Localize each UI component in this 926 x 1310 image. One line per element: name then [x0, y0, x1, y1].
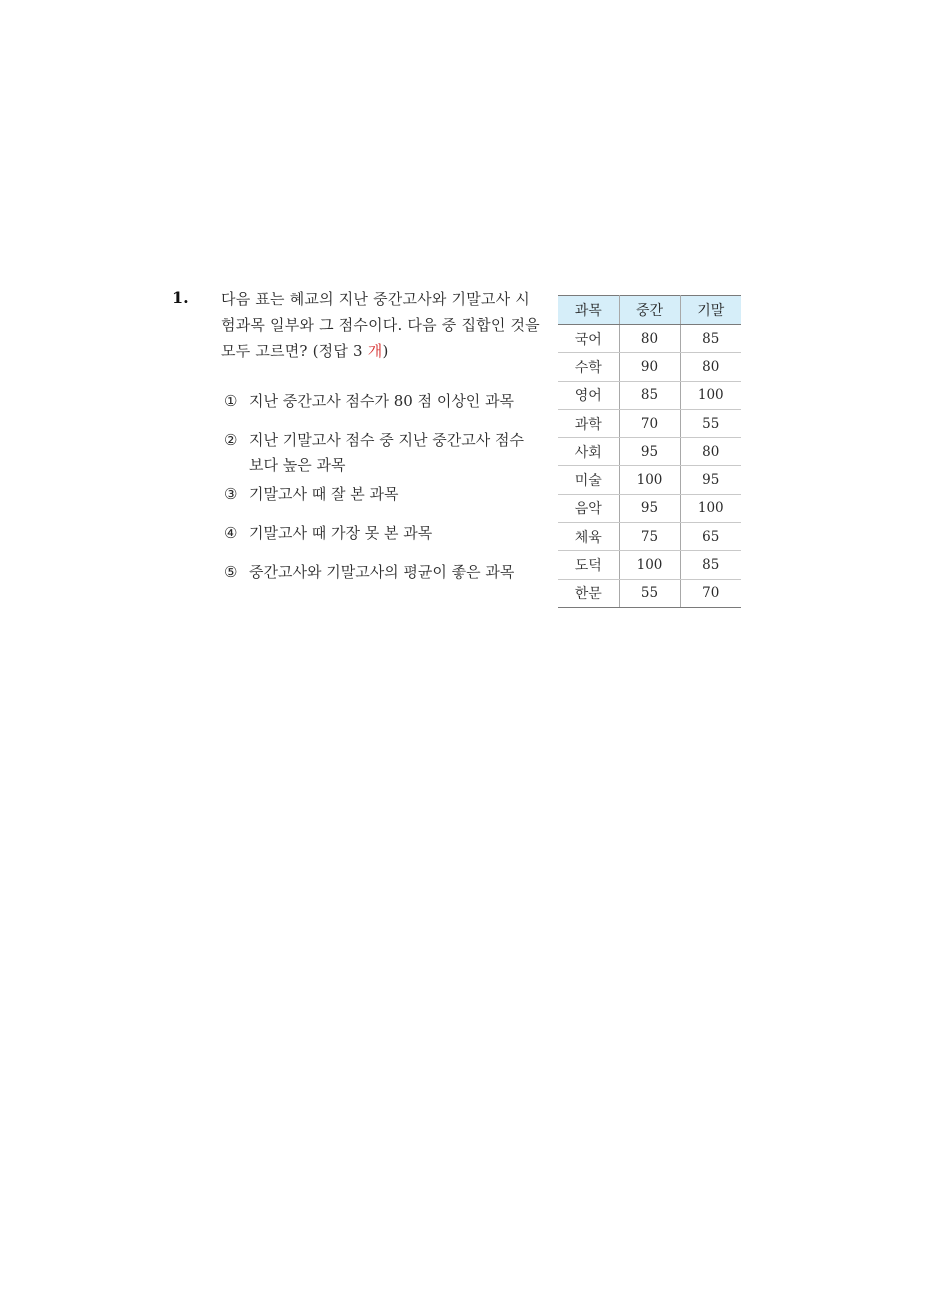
subject-cell: 영어: [558, 381, 619, 409]
score-table: [558, 295, 741, 608]
table-row: [558, 579, 741, 607]
subject-cell: 미술: [558, 466, 619, 494]
subject-cell: 수학: [558, 353, 619, 381]
question-text-end: ): [382, 342, 389, 360]
final-score: 100: [680, 494, 741, 522]
midterm-score: 70: [619, 409, 680, 437]
final-score: 100: [680, 381, 741, 409]
final-score: 55: [680, 409, 741, 437]
final-score: 85: [680, 325, 741, 353]
choice-2-mark: ②: [224, 431, 238, 449]
problem-number: 1.: [172, 288, 189, 307]
table-header-row: [558, 296, 741, 325]
table-row: [558, 523, 741, 551]
table-row: [558, 353, 741, 381]
choice-1-mark: ①: [224, 392, 238, 410]
choice-1[interactable]: [224, 389, 544, 414]
final-score: 80: [680, 353, 741, 381]
midterm-score: 100: [619, 551, 680, 579]
subject-cell: 도덕: [558, 551, 619, 579]
table-row: [558, 381, 741, 409]
choice-4[interactable]: [224, 521, 544, 546]
midterm-score: 100: [619, 466, 680, 494]
midterm-score: 55: [619, 579, 680, 607]
choice-5-text: 중간고사와 기말고사의 평균이 좋은 과목: [249, 563, 515, 581]
choice-4-mark: ④: [224, 524, 238, 542]
choice-3[interactable]: [224, 482, 544, 507]
midterm-score: 90: [619, 353, 680, 381]
choice-1-text: 지난 중간고사 점수가 80 점 이상인 과목: [249, 392, 515, 410]
midterm-score: 85: [619, 381, 680, 409]
choice-5-mark: ⑤: [224, 563, 238, 581]
choice-2[interactable]: [224, 428, 544, 478]
table-row: [558, 409, 741, 437]
choice-5[interactable]: [224, 560, 544, 585]
table-row: [558, 466, 741, 494]
header-subject: 과목: [558, 296, 619, 325]
subject-cell: 음악: [558, 494, 619, 522]
midterm-score: 80: [619, 325, 680, 353]
subject-cell: 국어: [558, 325, 619, 353]
table-row: [558, 551, 741, 579]
midterm-score: 95: [619, 438, 680, 466]
header-final: 기말: [680, 296, 741, 325]
midterm-score: 95: [619, 494, 680, 522]
table-row: [558, 325, 741, 353]
choice-4-text: 기말고사 때 가장 못 본 과목: [249, 524, 433, 542]
choice-3-text: 기말고사 때 잘 본 과목: [249, 485, 399, 503]
question-text: [221, 286, 543, 364]
subject-cell: 과학: [558, 409, 619, 437]
question-text-main: 다음 표는 혜교의 지난 중간고사와 기말고사 시험과목 일부와 그 점수이다. 다음 중 집합인 것을 모두 고르면? (정답 3: [221, 290, 540, 360]
final-score: 85: [680, 551, 741, 579]
subject-cell: 체육: [558, 523, 619, 551]
subject-cell: 사회: [558, 438, 619, 466]
final-score: 65: [680, 523, 741, 551]
header-midterm: 중간: [619, 296, 680, 325]
subject-cell: 한문: [558, 579, 619, 607]
choice-3-mark: ③: [224, 485, 238, 503]
midterm-score: 75: [619, 523, 680, 551]
final-score: 70: [680, 579, 741, 607]
choice-2-text: 지난 기말고사 점수 중 지난 중간고사 점수보다 높은 과목: [249, 431, 524, 474]
final-score: 95: [680, 466, 741, 494]
final-score: 80: [680, 438, 741, 466]
question-highlight: 개: [367, 342, 383, 360]
table-row: [558, 494, 741, 522]
table-row: [558, 438, 741, 466]
